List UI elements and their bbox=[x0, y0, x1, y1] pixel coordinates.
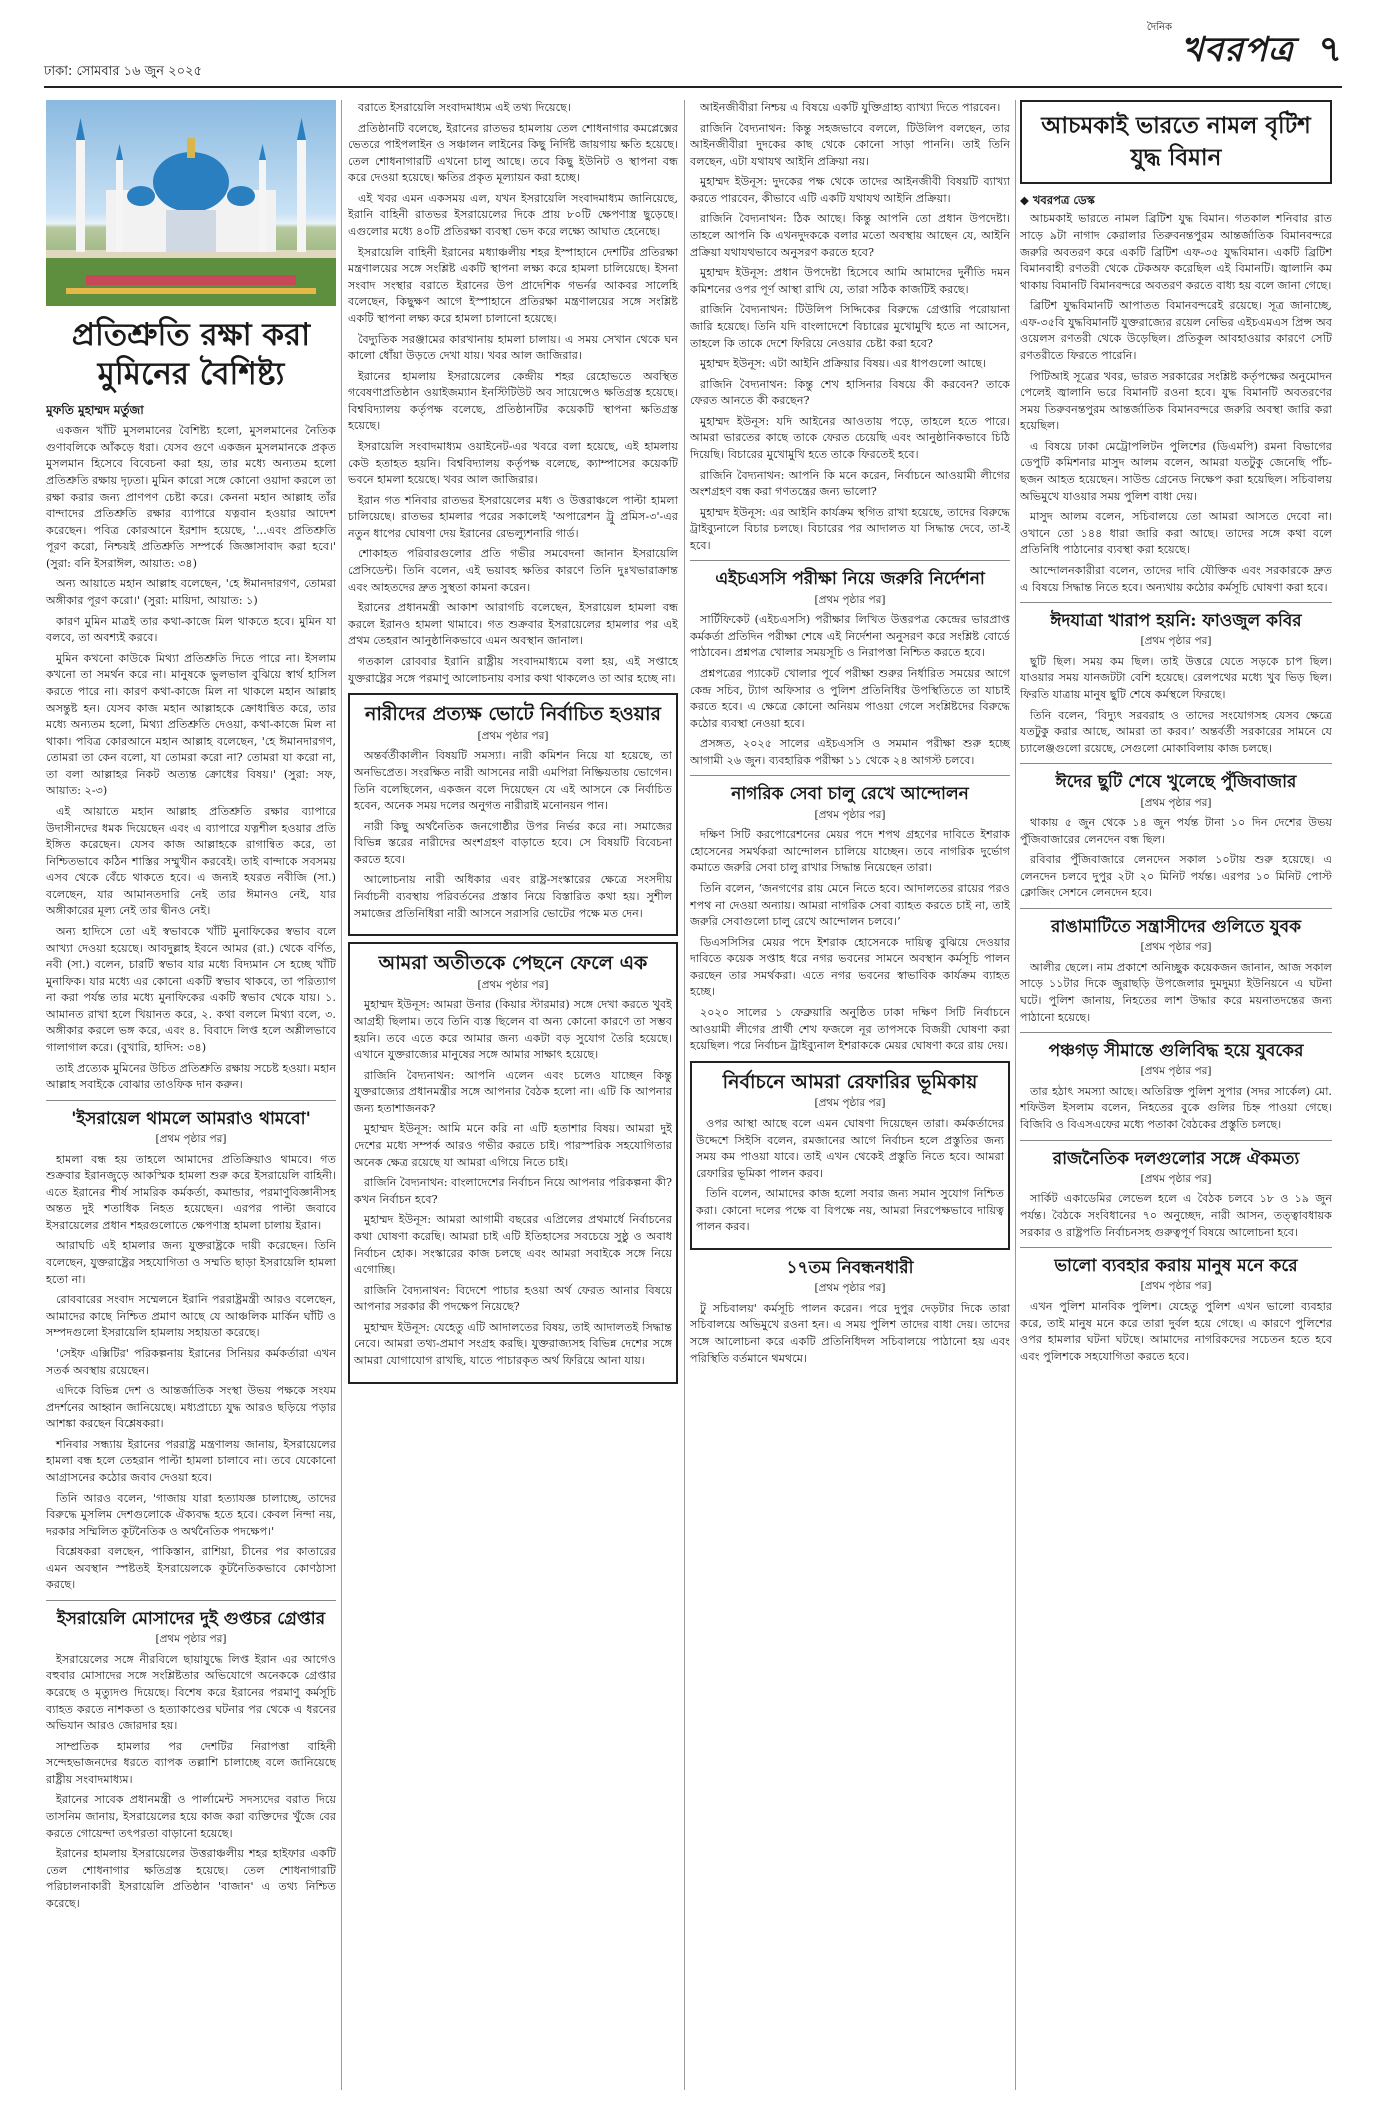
story-headline: ঈদযাত্রা খারাপ হয়নি: ফাওজুল কবির bbox=[1050, 611, 1302, 632]
paragraph: এদিকে বিভিন্ন দেশ ও আন্তর্জাতিক সংস্থা উভয় পক্ষকে সংযম প্রদর্শনের আহ্বান জানিয়েছে। মধ্যপ্রাচ্যে যুদ্ধ আরও ছড়িয়ে পড়ার আশঙ্কা করছেন বিশ্লেষকরা। bbox=[46, 1384, 336, 1431]
article-body bbox=[1020, 815, 1332, 902]
masthead-logo: খবরপত্র bbox=[1180, 30, 1294, 70]
paragraph: আরাঘচি এই হামলার জন্য যুক্তরাষ্ট্রকে দায়ী করেছেন। তিনি বলেছেন, যুক্তরাষ্ট্রের সহযোগিতা ও সম্মতি ছাড়া ইসরায়েলি হামলা হতো না। bbox=[46, 1239, 336, 1286]
paragraph: মাসুদ আলম বলেন, সচিবালয়ে তো আমরা আসতে দেবো না। ওখানে তো ১৪৪ ধারা জারি করা আছে। তাদের সঙ্গে কথা বলে প্রতিনিধি পাঠানোর ব্যবস্থা করা হয়েছে। bbox=[1020, 510, 1332, 557]
paragraph: ইরান গত শনিবার রাতভর ইসরায়েলের মধ্য ও উত্তরাঞ্চলে পাল্টা হামলা চালিয়েছে। রাতভর হামলার পরের সকালেই 'অপারেশন ট্রু প্রমিস-৩'-এর নতুন ধাপের ঘোষণা দেয় ইরানের রেভল্যুশনারি গার্ড। bbox=[348, 493, 678, 540]
story-headline: ঈদের ছুটি শেষে খুলেছে পুঁজিবাজার bbox=[1055, 772, 1297, 793]
paragraph: শোকাহত পরিবারগুলোর প্রতি গভীর সমবেদনা জানান ইসরায়েলি প্রেসিডেন্ট। তিনি বলেন, এই ভয়াবহ ক্ষতির কারণে তিনি দুঃখভারাক্রান্ত এবং আহতদের দ্রুত সুস্থতা কামনা করেন। bbox=[348, 547, 678, 594]
paragraph: মুহাম্মদ ইউনূস: প্রধান উপদেষ্টা হিসেবে আমি আমাদের দুর্নীতি দমন কমিশনের ওপর পূর্ণ আস্থা রাখি যে, তারা সঠিক কাজটিই করছে। bbox=[690, 266, 1010, 296]
continued-label: [প্রথম পৃষ্ঠার পর] bbox=[814, 1282, 886, 1295]
paragraph: মুমিন কখনো কাউকে মিথ্যা প্রতিশ্রুতি দিতে পারে না। ইসলাম কখনো তা সমর্থন করে না। মানুষকে ভুলভাল বুঝিয়ে স্বার্থ হাসিল করতে পারে না। কারণ কথা-কাজে মিল না থাকলে মহান আল্লাহ অসন্তুষ্ট হন। যেসব কাজ মহান আল্লাহকে ক্রোধান্বিত করে, তার মধ্যে অন্যতম হলো, মিথ্যা প্রতিশ্রুতি দেওয়া, কথা-কাজে মিল না থাকা। পবিত্র কোরআনে মহান আল্লাহ বলেছেন, 'হে ঈমানদারগণ, তোমরা তা কেন বলো, যা তোমরা করো না? তোমরা যা করো না, তা বলা আল্লাহর নিকট অত্যন্ত ক্রোধের বিষয়।' (সুরা: সফ, আয়াত: ২-৩) bbox=[46, 651, 336, 798]
paragraph: অন্য হাদিসে তো এই স্বভাবকে খাঁটি মুনাফিকের স্বভাব বলে আখ্যা দেওয়া হয়েছে। আবদুল্লাহ ইবনে আমর (রা.) থেকে বর্ণিত, নবী (সা.) বলেন, চারটি স্বভাব যার মধ্যে বিদ্যমান সে হচ্ছে খাঁটি মুনাফিক। যার মধ্যে এর কোনো একটি স্বভাব থাকবে, তা পরিত্যাগ না করা পর্যন্ত তার মধ্যে মুনাফিকের একটি স্বভাব থেকে যায়। ১. আমানত রাখা হলে খিয়ানত করে, ২. কথা বললে মিথ্যা বলে, ৩. অঙ্গীকার করলে ভঙ্গ করে, এবং ৪. বিবাদে লিপ্ত হলে অশ্লীলভাবে গালাগাল করে। (বুখারি, হাদিস: ৩৪) bbox=[46, 925, 336, 1055]
story-headline: 'ইসরায়েল থামলে আমরাও থামবো' bbox=[71, 1108, 311, 1129]
paragraph: তিনি বলেন, আমাদের কাজ হলো সবার জন্য সমান সুযোগ নিশ্চিত করা। কোনো দলের পক্ষে বা বিপক্ষে নয়, আমরা নিরপেক্ষভাবে দায়িত্ব পালন করব। bbox=[696, 1187, 1004, 1234]
column-4 bbox=[1020, 100, 1332, 2090]
article-body bbox=[1020, 211, 1332, 596]
paragraph: ইসরায়েলি বাহিনী ইরানের মধ্যাঞ্চলীয় শহর ইস্পাহানে দেশটির প্রতিরক্ষা মন্ত্রণালয়ের সঙ্গে সংশ্লিষ্ট একটি স্থাপনা লক্ষ্য করে হামলা চালিয়েছে। ইসনা সংবাদ সংস্থার বরাতে ইরানের উপ প্রাদেশিক গভর্নর আকবর সালেহি বলেছেন, কিছুক্ষণ আগে ইস্পাহানে প্রতিরক্ষা মন্ত্রণালয়ের সঙ্গে সংশ্লিষ্ট একটি স্থাপনা লক্ষ্য করে হামলা চালানো হয়েছে। bbox=[348, 245, 678, 325]
paragraph: রাজিনি বৈদ্যনাথন: বাংলাদেশের নির্বাচন নিয়ে আপনার পরিকল্পনা কী? কখন নির্বাচন হবে? bbox=[354, 1176, 672, 1206]
story-headline: ১৭তম নিবন্ধনধারী bbox=[786, 1258, 914, 1279]
paragraph: মুহাম্মদ ইউনূস: যেহেতু এটি আদালতের বিষয়, তাই আদালতই সিদ্ধান্ত নেবে। আমরা তথ্য-প্রমাণ সংগ্রহ করছি। যুক্তরাজ্যসহ বিভিন্ন দেশের সঙ্গে আমরা যোগাযোগ রাখছি, যাতে পাচারকৃত অর্থ ফিরিয়ে আনা যায়। bbox=[354, 1320, 672, 1367]
page-header bbox=[44, 8, 1342, 98]
paragraph: টু সচিবালয়' কর্মসূচি পালন করেন। পরে দুপুর দেড়টার দিকে তারা সচিবালয়ে অভিমুখে রওনা হন। এ সময় পুলিশ তাদের বাধা দেয়। তাদের সঙ্গে আলোচনা করে একটি প্রতিনিধিদল সচিবালয়ে পাঠানো হয় এবং পরিস্থিতি বর্তমানে থমথমে। bbox=[690, 1301, 1010, 1365]
paragraph: কারণ মুমিন মাত্রই তার কথা-কাজে মিল থাকতে হবে। মুমিন যা বলবে, তা অবশ্যই করবে। bbox=[46, 614, 336, 645]
paragraph: আলীর ছেলে। নাম প্রকাশে অনিচ্ছুক কয়েকজন জানান, আজ সকাল সাড়ে ১১টার দিকে জুরাছড়ি উপজেলার দুমদুম্যা ইউনিয়নে এ ঘটনা ঘটে। পুলিশ জানায়, নিহতের লাশ উদ্ধার করে ময়নাতদন্তের জন্য পাঠানো হয়েছে। bbox=[1020, 960, 1332, 1024]
article-body bbox=[690, 612, 1010, 769]
column-divider bbox=[1015, 100, 1016, 2090]
paragraph: মুহাম্মদ ইউনূস: আমি মনে করি না এটি হতাশার বিষয়। আমরা দুই দেশের মধ্যে সম্পর্ক আরও গভীর করতে চাই। পারস্পরিক সহযোগিতার অনেক ক্ষেত্র রয়েছে যা আমরা এগিয়ে নিতে চাই। bbox=[354, 1122, 672, 1169]
story-headline: রাজনৈতিক দলগুলোর সঙ্গে ঐকমত্য bbox=[1052, 1148, 1300, 1169]
story-divider bbox=[690, 560, 1010, 561]
continued-label: [প্রথম পৃষ্ঠার পর] bbox=[814, 593, 886, 606]
paragraph: মুহাম্মদ ইউনূস: যদি আইনের আওতায় পড়ে, তাহলে হতে পারে। আমরা ভারতের কাছে তাকে ফেরত চেয়েছি এবং আনুষ্ঠানিকভাবে চিঠি দিয়েছি। বিচারের মুখোমুখি হতে তাকে ফিরতেই হবে। bbox=[690, 414, 1010, 461]
story-divider bbox=[1020, 602, 1332, 603]
paragraph: ইরানের সাবেক প্রধানমন্ত্রী ও পার্লামেন্ট সদস্যদের বরাত দিয়ে তাসনিম জানায়, ইসরায়েলের হয়ে কাজ করা ব্যক্তিদের খুঁজে বের করতে গোয়েন্দা তৎপরতা বাড়ানো হয়েছে। bbox=[46, 1793, 336, 1840]
story-headline: ইসরায়েলি মোসাদের দুই গুপ্তচর গ্রেপ্তার bbox=[56, 1609, 326, 1630]
continued-label: [প্রথম পৃষ্ঠার পর] bbox=[1140, 1172, 1212, 1185]
paragraph: ইরানের হামলায় ইসরায়েলের উত্তরাঞ্চলীয় শহর হাইফার একটি তেল শোধনাগার ক্ষতিগ্রস্ত হয়েছে। তেল শোধনাগারটি পরিচালনাকারী ইসরায়েলি প্রতিষ্ঠান 'বাজান' এ তথ্য নিশ্চিত করেছে। bbox=[46, 1847, 336, 1910]
paragraph: দক্ষিণ সিটি করপোরেশনের মেয়র পদে শপথ গ্রহণের দাবিতে ইশরাক হোসেনের সমর্থকরা আন্দোলন চালিয়ে যাচ্ছেন। তবে নাগরিক দুর্ভোগ কমাতে জরুরি সেবা চালু রাখার সিদ্ধান্ত নিয়েছেন তারা। bbox=[690, 828, 1010, 875]
continued-label: [প্রথম পৃষ্ঠার পর] bbox=[1140, 796, 1212, 809]
paragraph: ইরানের প্রধানমন্ত্রী আকাশ আরাগচি বলেছেন, ইসরায়েল হামলা বন্ধ করলে ইরানও হামলা থামাবে। গত শুক্রবার ইসরায়েলের হামলার পর এই প্রথম তেহরান আনুষ্ঠানিকভাবে এমন অবস্থান জানাল। bbox=[348, 601, 678, 648]
issue-date: ঢাকা: সোমবার ১৬ জুন ২০২৫ bbox=[44, 64, 202, 79]
article-body bbox=[354, 997, 672, 1369]
article-body bbox=[348, 100, 678, 687]
paragraph: হামলা বন্ধ হয় তাহলে আমাদের প্রতিক্রিয়াও থামবে। গত শুক্রবার ইরানজুড়ে আকস্মিক হামলা শুরু করে ইসরায়েলি বাহিনী। এতে ইরানের শীর্ষ সামরিক কর্মকর্তা, কমান্ডার, পরমাণুবিজ্ঞানীসহ অন্তত দুই শতাধিক নিহত হয়েছেন। এরপর পাল্টা জবাবে ইসরায়েলের প্রধান শহরগুলোতে ক্ষেপণাস্ত্র হামলা চালায় ইরান। bbox=[46, 1152, 336, 1232]
mosque-illustration bbox=[46, 100, 336, 306]
paragraph: ওপর আস্থা আছে বলে এমন ঘোষণা দিয়েছেন তারা। কর্মকর্তাদের উদ্দেশে সিইসি বলেন, রমজানের আগে নির্বাচন হলে প্রস্তুতির জন্য সময় কম পাওয়া যাবে। তাই এখন থেকেই প্রস্তুতি নিতে হবে। আমরা রেফারির ভূমিকা পালন করব। bbox=[696, 1117, 1004, 1180]
paragraph: এই আয়াতে মহান আল্লাহ প্রতিশ্রুতি রক্ষার ব্যাপারে উদাসীনদের ধমক দিয়েছেন এবং এ ব্যাপারে যত্নশীল হওয়ার প্রতি ইঙ্গিত করেছেন। যেসব কাজ আল্লাহকে রাগান্বিত করে, তা নিশ্চিতভাবে কঠিন শাস্তির সম্মুখীন করবেই। তাই বান্দাকে সবসময় এসব থেকে বেঁচে থাকতে হবে। এ জন্যই হযরত নবীজি (সা.) বলেছেন, যার আমানতদারি নেই তার ঈমানও নেই, যার অঙ্গীকারের মূল্য নেই তার দ্বীনও নেই। bbox=[46, 804, 336, 918]
paragraph: আলোচনায় নারী অধিকার এবং রাষ্ট্র-সংস্কারের ক্ষেত্রে সংসদীয় নির্বাচনী ব্যবস্থায় পরিবর্তনের প্রস্তাব নিয়ে বিস্তারিত কথা হয়। সুশীল সমাজের প্রতিনিধিরা নারী আসনে সরাসরি ভোটের পক্ষে মত দেন। bbox=[354, 873, 672, 920]
article-body bbox=[696, 1116, 1004, 1236]
paragraph: রাজিনি বৈদ্যনাথন: কিন্তু শেখ হাসিনার বিষয়ে কী করবেন? তাকে ফেরত আনতে কী করছেন? bbox=[690, 377, 1010, 408]
story-headline: এইচএসসি পরীক্ষা নিয়ে জরুরি নির্দেশনা bbox=[715, 569, 985, 590]
story-divider bbox=[1020, 908, 1332, 909]
paragraph: ডিএসসিসির মেয়র পদে ইশরাক হোসেনকে দায়িত্ব বুঝিয়ে দেওয়ার দাবিতে কয়েক সপ্তাহ ধরে নগর ভবনের সামনে অবস্থান কর্মসূচি পালন করছেন তার সমর্থকরা। এতে নগর ভবনের স্বাভাবিক কার্যক্রম ব্যাহত হচ্ছে। bbox=[690, 935, 1010, 999]
continued-label: [প্রথম পৃষ্ঠার পর] bbox=[477, 978, 549, 991]
article-body bbox=[690, 1301, 1010, 1367]
paragraph: পিটিআই সূত্রের খবর, ভারত সরকারের সংশ্লিষ্ট কর্তৃপক্ষের অনুমোদন পেলেই জ্বালানি ভরে বিমানটি রওনা হবে। যুদ্ধ বিমানটি অবতরণের সময় তিরুবনন্তপুরম আন্তর্জাতিক বিমানবন্দরে জরুরি অবস্থা জারি করা হয়েছিল। bbox=[1020, 369, 1332, 433]
paragraph: ছুটি ছিল। সময় কম ছিল। তাই উত্তরে যেতে সড়কে চাপ ছিল। যাওয়ার সময় যানজটটা বেশি হয়েছে। রেলপথের মধ্যে খুব ভিড় ছিল। ফিরতি যাত্রায় মানুষ ছুটি শেষে কর্মস্থলে ফিরছে। bbox=[1020, 654, 1332, 702]
continued-label: [প্রথম পৃষ্ঠার পর] bbox=[1140, 635, 1212, 648]
paragraph: ২০২০ সালের ১ ফেব্রুয়ারি অনুষ্ঠিত ঢাকা দক্ষিণ সিটি নির্বাচনে আওয়ামী লীগের প্রার্থী শেখ ফজলে নূর তাপসকে বিজয়ী ঘোষণা করা হয়েছিল। পরে নির্বাচন ট্রাইব্যুনাল ইশরাককে মেয়র ঘোষণা করে রায় দেয়। bbox=[690, 1006, 1010, 1053]
paragraph: আচমকাই ভারতে নামল ব্রিটিশ যুদ্ধ বিমান। গতকাল শনিবার রাত সাড়ে ৯টা নাগাদ কেরালার তিরুবনন্তপুরম আন্তর্জাতিক বিমানবন্দরে জরুরি অবতরণ করে একটি ব্রিটিশ এফ-৩৫ যুদ্ধবিমান। একটি ব্রিটিশ বিমানবাহী রণতরী থেকে টেকঅফ করেছিল এই বিমানটি। জ্বালানি কম থাকায় বিমানটি বিমানবন্দরে অবতরণ করতে বাধ্য হয় বলে জানা গেছে। bbox=[1020, 212, 1332, 292]
paragraph: তাই প্রত্যেক মুমিনের উচিত প্রতিশ্রুতি রক্ষায় সচেষ্ট হওয়া। মহান আল্লাহ সবাইকে বোঝার তাওফিক দান করুন। bbox=[46, 1061, 336, 1092]
column-3 bbox=[690, 100, 1010, 2090]
paragraph: সার্কিট একাডেমির লেভেল হলে এ বৈঠক চলবে ১৮ ও ১৯ জুন পর্যন্ত। বৈঠকে সংবিধানের ৭০ অনুচ্ছেদ, নারী আসন, তত্ত্বাবধায়ক সরকার ও রাষ্ট্রপতি নির্বাচনসহ গুরুত্বপূর্ণ বিষয়ে আলোচনা হবে। bbox=[1020, 1192, 1332, 1239]
story-headline: নাগরিক সেবা চালু রেখে আন্দোলন bbox=[731, 784, 969, 805]
lead-headline: আচমকাই ভারতে নামল বৃটিশ যুদ্ধ বিমান bbox=[1020, 100, 1332, 184]
story-headline: আমরা অতীতকে পেছনে ফেলে এক bbox=[378, 952, 648, 975]
paragraph: ইসরায়েলের সঙ্গে নীরবিলে ছায়াযুদ্ধে লিপ্ত ইরান এর আগেও বহুবার মোসাদের সঙ্গে সংশ্লিষ্টতার অভিযোগে অনেককে গ্রেপ্তার করেছে ও মৃত্যুদণ্ড দিয়েছে। বিশেষ করে ইরানের পরমাণু কর্মসূচি ব্যাহত করতে নাশকতা ও হত্যাকাণ্ডের ঘটনার পর থেকে এ ধরনের অভিযান আরও জোরদার হয়। bbox=[46, 1652, 336, 1733]
article-body bbox=[46, 1152, 336, 1594]
column-1 bbox=[46, 100, 336, 2090]
paragraph: তিনি আরও বলেন, 'গাজায় যারা হত্যাযজ্ঞ চালাচ্ছে, তাদের বিরুদ্ধে মুসলিম দেশগুলোকে ঐক্যবদ্ধ হতে হবে। কেবল নিন্দা নয়, দরকার সম্মিলিত কূটনৈতিক ও অর্থনৈতিক পদক্ষেপ।' bbox=[46, 1491, 336, 1538]
article-body bbox=[1020, 1299, 1332, 1365]
paragraph: এ বিষয়ে ঢাকা মেট্রোপলিটন পুলিশের (ডিএমপি) রমনা বিভাগের ডেপুটি কমিশনার মাসুদ আলম বলেন, আমরা যতটুকু জেনেছি পাঁচ-ছজন আহত হয়েছেন। সাউন্ড গ্রেনেড নিক্ষেপ করা হয়েছিল। সচিবালয় অভিমুখে যাওয়ার সময় পুলিশ বাধা দেয়। bbox=[1020, 439, 1332, 503]
story-divider bbox=[46, 1600, 336, 1601]
paragraph: রাজিনি বৈদ্যনাথন: আপনি কি মনে করেন, নির্বাচনে আওয়ামী লীগের অংশগ্রহণ বন্ধ করা গণতন্ত্রের জন্য ভালো? bbox=[690, 468, 1010, 499]
continued-label: [প্রথম পৃষ্ঠার পর] bbox=[1140, 1280, 1212, 1293]
paragraph: রোববারের সংবাদ সম্মেলনে ইরানি পররাষ্ট্রমন্ত্রী আরও বলেছেন, আমাদের কাছে নিশ্চিত প্রমাণ আছে যে আঞ্চলিক মার্কিন ঘাঁটি ও সম্পদগুলো ইসরায়েলি হামলায় সহায়তা করেছে। bbox=[46, 1293, 336, 1340]
paragraph: মুহাম্মদ ইউনূস: এটা আইনি প্রক্রিয়ার বিষয়। এর ধাপগুলো আছে। bbox=[700, 357, 987, 371]
story-divider bbox=[1020, 1247, 1332, 1248]
article-body bbox=[1020, 1191, 1332, 1241]
paragraph: 'সেইফ এক্সিটির' পরিকল্পনায় ইরানের সিনিয়র কর্মকর্তারা এখন সতর্ক অবস্থায় রয়েছেন। bbox=[46, 1346, 336, 1377]
paragraph: বৈদ্যুতিক সরঞ্জামের কারখানায় হামলা চালায়। এ সময় সেখান থেকে ঘন কালো ধোঁয়া উড়তে দেখা যায়। খবর আল জাজিরার। bbox=[348, 332, 678, 363]
byline: মুফতি মুহাম্মদ মর্তুজা bbox=[46, 402, 144, 417]
masthead-prefix: দৈনিক bbox=[1146, 22, 1172, 33]
article-body bbox=[1020, 1084, 1332, 1134]
article-body bbox=[690, 827, 1010, 1055]
mosque-photo bbox=[46, 100, 336, 306]
paragraph: মুহাম্মদ ইউনূস: আমরা উনার (কিয়ার স্টারমার) সঙ্গে দেখা করতে খুবই আগ্রহী ছিলাম। তবে তিনি ব্যস্ত ছিলেন বা অন্য কোনো কারণে তা সম্ভব হয়নি। তবে এতে করে আমার জন্য একটা বড় সুযোগ তৈরি হয়েছে। এখানে যুক্তরাজ্যের মানুষের সঙ্গে আমার সাক্ষাৎ হয়েছে। bbox=[354, 998, 672, 1062]
paragraph: মুহাম্মদ ইউনূস: আমরা আগামী বছরের এপ্রিলের প্রথমার্ধে নির্বাচনের কথা ঘোষণা করেছি। আমরা চাই এটি ইতিহাসের সবচেয়ে সুষ্ঠু ও অবাধ নির্বাচন হোক। সংস্কারের কাজ চলছে এবং আমরা সবাইকে সঙ্গে নিয়ে এগোচ্ছি। bbox=[354, 1213, 672, 1277]
paragraph: তিনি বলেন, ‘জনগণের রায় মেনে নিতে হবে। আদালতের রায়ের পরও শপথ না দেওয়া অন্যায়। আমরা নাগরিক সেবা ব্যাহত করতে চাই না, তাই জরুরি সেবাগুলো চালু রেখে আন্দোলন চলবে।’ bbox=[690, 881, 1010, 929]
paragraph: আইনজীবীরা নিশ্চয় এ বিষয়ে একটি যুক্তিগ্রাহ্য ব্যাখ্যা দিতে পারবেন। bbox=[700, 101, 1001, 114]
paragraph: প্রশ্নপত্রের প্যাকেট খোলার পূর্বে পরীক্ষা শুরুর নির্ধারিত সময়ের আগে কেন্দ্র সচিব, ট্যাগ অফিসার ও পুলিশ প্রতিনিধির উপস্থিতিতে তা যাচাই করতে হবে। এ ক্ষেত্রে কোনো অনিয়ম পাওয়া গেলে সংশ্লিষ্টদের বিরুদ্ধে কঠোর ব্যবস্থা নেওয়া হবে। bbox=[690, 666, 1010, 730]
story-box bbox=[348, 942, 678, 1383]
continued-label: [প্রথম পৃষ্ঠার পর] bbox=[1140, 941, 1212, 954]
story-divider bbox=[1020, 763, 1332, 764]
paragraph: গতকাল রোববার ইরানি রাষ্ট্রীয় সংবাদমাধ্যমে বলা হয়, এই সপ্তাহে যুক্তরাষ্ট্রের সঙ্গে পরমাণু আলোচনায় বসার কথা থাকলেও তা আর হচ্ছে না। bbox=[348, 654, 678, 685]
header-rule bbox=[44, 86, 1342, 88]
paragraph: এখন পুলিশ মানবিক পুলিশ। যেহেতু পুলিশ এখন ভালো ব্যবহার করে, তাই মানুষ মনে করে তারা দুর্বল হয়ে গেছে। এ কারণে পুলিশের ওপর হামলার ঘটনা ঘটছে। আমাদের নাগরিকদের সচেতন হতে হবে এবং পুলিশকে সহযোগিতা করতে হবে। bbox=[1020, 1299, 1332, 1363]
paragraph: রাজিনি বৈদ্যনাথন: আপনি এলেন এবং চলেও যাচ্ছেন কিন্তু যুক্তরাজ্যের প্রধানমন্ত্রীর সঙ্গে আপনার বৈঠক হলো না। এটি কি আপনার জন্য হতাশাজনক? bbox=[354, 1068, 672, 1115]
paragraph: অন্তর্বর্তীকালীন বিষয়টি সমস্যা। নারী কমিশন নিয়ে যা হয়েছে, তা অনভিপ্রেত। সংরক্ষিত নারী আসনের নারী এমপিরা নিষ্ক্রিয়তায় ভোগেন। তিনি বলেছিলেন, একজন বলে দিয়েছেন যে এই আসনে কে নির্বাচিত হবেন, অনেক সময় দলের অনুগত নারীরাই মনোনয়ন পান। bbox=[354, 749, 672, 813]
paragraph: রাজিনি বৈদ্যনাথন: ঠিক আছে। কিন্তু আপনি তো প্রধান উপদেষ্টা। তাহলে আপনি কি এখনদুদককে বলার মতো অবস্থায় আছেন যে, আইনি প্রক্রিয়া যথাযথভাবে অনুসরণ করতে হবে? bbox=[690, 212, 1010, 259]
article-body bbox=[1020, 654, 1332, 757]
continued-label: [প্রথম পৃষ্ঠার পর] bbox=[477, 729, 549, 742]
continued-label: [প্রথম পৃষ্ঠার পর] bbox=[155, 1133, 227, 1146]
paragraph: তিনি বলেন, ‘বিদ্যুৎ সরবরাহ ও তাদের সংযোগসহ যেসব ক্ষেত্রে যতটুকু করার আছে, আমরা তা করব।’ অন্তর্বর্তী সরকারের সামনে যে চ্যালেঞ্জগুলো রয়েছে, সেগুলো মোকাবিলায় কাজ চলছে। bbox=[1020, 708, 1332, 755]
paragraph: প্রতিষ্ঠানটি বলেছে, ইরানের রাতভর হামলায় তেল শোধনাগার কমপ্লেক্সের ভেতরে পাইপলাইন ও সঞ্চালন লাইনের কিছু নির্দিষ্ট জায়গায় ক্ষতি হয়েছে। তেল শোধনাগারটি এখনো চালু আছে। তবে কিছু ইউনিট ও স্থাপনা বন্ধ করে দেওয়া হয়েছে। ক্ষতির প্রকৃত মূল্যায়ন করা হচ্ছে। bbox=[348, 121, 678, 185]
continued-label: [প্রথম পৃষ্ঠার পর] bbox=[814, 1097, 886, 1110]
paragraph: মুহাম্মদ ইউনূস: এর আইনি কার্যক্রম স্থগিত রাখা হয়েছে, তাদের বিরুদ্ধে ট্রাইব্যুনালে বিচার চলছে। বিচারের পর আদালত যা সিদ্ধান্ত দেবে, তা-ই হবে। bbox=[690, 505, 1010, 552]
column-2 bbox=[348, 100, 678, 2090]
paragraph: একজন খাঁটি মুসলমানের বৈশিষ্ট্য হলো, মুসলমানের নৈতিক গুণাবলিকে আঁকড়ে ধরা। যেসব গুণে একজন মুসলমানকে প্রকৃত মুসলমান হিসেবে বিবেচনা করা হয়, তার মধ্যে অন্যতম হলো প্রতিশ্রুতি রক্ষায় দৃঢ়তা। মুমিন কারো সঙ্গে কোনো ওয়াদা করলে তা রক্ষা করার জন্য প্রাণপণ চেষ্টা করে। কেননা মহান আল্লাহ তাঁর বান্দাদের প্রতিশ্রুতি রক্ষার ব্যাপারে যত্নবান হওয়ার আদেশ করেছেন। পবিত্র কোরআনে ইরশাদ হয়েছে, '...এবং প্রতিশ্রুতি পূরণ করো, নিশ্চয়ই প্রতিশ্রুতি সম্পর্কে জিজ্ঞাসাবাদ করা হবে।' (সুরা: বনি ইসরাঈল, আয়াত: ৩৪) bbox=[46, 424, 336, 570]
story-divider bbox=[1020, 1032, 1332, 1033]
story-divider bbox=[690, 775, 1010, 776]
story-headline: নির্বাচনে আমরা রেফারির ভূমিকায় bbox=[722, 1070, 978, 1093]
continued-label: [প্রথম পৃষ্ঠার পর] bbox=[814, 808, 886, 821]
continued-label: [প্রথম পৃষ্ঠার পর] bbox=[1140, 1065, 1212, 1078]
paragraph: নারী কিছু অর্থনৈতিক জনগোষ্ঠীর উপর নির্ভর করে না। সমাজের বিভিন্ন স্তরের নারীদের অংশগ্রহণ বাড়াতে হবে। সে বিষয়টি বিবেচনা করতে হবে। bbox=[354, 819, 672, 866]
paragraph: বিশ্লেষকরা বলছেন, পাকিস্তান, রাশিয়া, চীনের পর কাতারের এমন অবস্থান স্পষ্টতই ইসরায়েলকে কূটনৈতিকভাবে কোণঠাসা করছে। bbox=[46, 1545, 336, 1592]
story-headline: রাঙামাটিতে সন্ত্রাসীদের গুলিতে যুবক bbox=[1050, 917, 1302, 938]
paragraph: ইরানের হামলায় ইসরায়েলের কেন্দ্রীয় শহর রেহোভতে অবস্থিত গবেষণাপ্রতিষ্ঠান ওয়াইজম্যান ইনস্টিটিউট অব সায়েন্সেও ক্ষতিগ্রস্ত হয়েছে। বিশ্ববিদ্যালয় কর্তৃপক্ষ বলেছে, প্রতিষ্ঠানটির কয়েকটি স্থাপনা ক্ষতিগ্রস্ত হয়েছে। bbox=[348, 369, 678, 433]
continued-label: [প্রথম পৃষ্ঠার পর] bbox=[155, 1633, 227, 1646]
paragraph: অন্য আয়াতে মহান আল্লাহ বলেছেন, 'হে ঈমানদারগণ, তোমরা অঙ্গীকার পূরণ করো।' (সুরা: মায়িদা, আয়াত: ১) bbox=[46, 577, 336, 608]
desk-credit: ◆ খবরপত্র ডেস্ক bbox=[1020, 192, 1332, 209]
story-headline: নারীদের প্রত্যক্ষ ভোটে নির্বাচিত হওয়ার bbox=[365, 703, 661, 726]
story-headline: ভালো ব্যবহার করায় মানুষ মনে করে bbox=[1054, 1256, 1298, 1277]
story-box bbox=[348, 693, 678, 936]
paragraph: মুহাম্মদ ইউনূস: দুদকের পক্ষ থেকে তাদের আইনজীবী বিষয়টি ব্যাখ্যা করতে পারবেন, কীভাবে এটি একটি যথাযথ আইনি প্রক্রিয়া। bbox=[690, 175, 1010, 205]
story-divider bbox=[1020, 1140, 1332, 1141]
paragraph: সার্টিফিকেট (এইচএসসি) পরীক্ষার লিখিত উত্তরপত্র কেন্দ্রের ভারপ্রাপ্ত কর্মকর্তা প্রতিদিন পরীক্ষা শেষে এই নির্দেশনা অনুসরণ করে সংশ্লিষ্ট বোর্ডে পাঠাবেন। প্রশ্নপত্র খোলার সময়সূচি ও নিরাপত্তা নিশ্চিত করতে হবে। bbox=[690, 613, 1010, 660]
paragraph: রাজিনি বৈদ্যনাথন: টিউলিপ সিদ্দিকের বিরুদ্ধে গ্রেপ্তারি পরোয়ানা জারি হয়েছে। তিনি যদি বাংলাদেশে বিচারের মুখোমুখি হতে না আসেন, তাহলে কি তাকে দেশে ফিরিয়ে নেওয়ার চেষ্টা করা হবে? bbox=[690, 303, 1010, 350]
article-body bbox=[354, 748, 672, 922]
column-divider bbox=[341, 100, 342, 2090]
article-body bbox=[46, 423, 336, 1094]
story-divider bbox=[46, 1100, 336, 1101]
paragraph: তার হঠাৎ সমস্যা আছে। অতিরিক্ত পুলিশ সুপার (সদর সার্কেল) মো. শফিউল ইসলাম বলেন, নিহতের বুকে গুলির চিহ্ন পাওয়া গেছে। বিজিবি ও বিএসএফের মধ্যে পতাকা বৈঠকের প্রস্তুতি চলছে। bbox=[1020, 1084, 1332, 1132]
paragraph: সাম্প্রতিক হামলার পর দেশটির নিরাপত্তা বাহিনী সন্দেহভাজনদের ধরতে ব্যাপক তল্লাশি চালাচ্ছে বলে জানিয়েছে রাষ্ট্রীয় সংবাদমাধ্যম। bbox=[46, 1739, 336, 1786]
article-body bbox=[46, 1652, 336, 1913]
paragraph: রবিবার পুঁজিবাজারে লেনদেন সকাল ১০টায় শুরু হয়েছে। এ লেনদেন চলবে দুপুর ২টা ২০ মিনিট পর্যন্ত। এরপর ১০ মিনিট পোস্ট ক্লোজিং সেশনে লেনদেন হবে। bbox=[1020, 853, 1332, 900]
paragraph: আন্দোলনকারীরা বলেন, তাদের দাবি যৌক্তিক এবং সরকারকে দ্রুত এ বিষয়ে সিদ্ধান্ত নিতে হবে। অন্যথায় কঠোর কর্মসূচি ঘোষণা করা হবে। bbox=[1020, 563, 1332, 594]
article-body bbox=[690, 100, 1010, 554]
paragraph: ব্রিটিশ যুদ্ধবিমানটি আপাতত বিমানবন্দরেই রয়েছে। সূত্র জানাচ্ছে, এফ-৩৫বি যুদ্ধবিমানটি যুক্তরাজ্যের রয়েল নেভির এইচএমএস প্রিন্স অব ওয়েলস রণতরী থেকে উড়েছিল। প্রতিকূল আবহাওয়ার কারণে সেটি রণতরীতে ফিরতে পারেনি। bbox=[1020, 299, 1332, 363]
paragraph: রাজিনি বৈদ্যনাথন: বিদেশে পাচার হওয়া অর্থ ফেরত আনার বিষয়ে আপনার সরকার কী পদক্ষেপ নিয়েছে? bbox=[354, 1283, 672, 1314]
paragraph: থাকায় ৫ জুন থেকে ১৪ জুন পর্যন্ত টানা ১০ দিন দেশের উভয় পুঁজিবাজারের লেনদেন বন্ধ ছিল। bbox=[1020, 816, 1332, 846]
article-body bbox=[1020, 960, 1332, 1026]
page-number: ৭ bbox=[1318, 29, 1342, 70]
column-divider bbox=[684, 100, 685, 2090]
paragraph: রাজিনি বৈদ্যনাথন: কিন্তু সহজভাবে বললে, টিউলিপ বলছেন, তার আইনজীবীরা দুদকের কাছ থেকে কোনো সাড়া পাননি। তাই তিনি বলছেন, এটা যথাযথ আইনি প্রক্রিয়া নয়। bbox=[690, 121, 1010, 168]
paragraph: শনিবার সন্ধ্যায় ইরানের পররাষ্ট্র মন্ত্রণালয় জানায়, ইসরায়েলের হামলা বন্ধ হলে তেহরান পাল্টা হামলা চালাবে না। তবে যেকোনো আগ্রাসনের কঠোর জবাব দেওয়া হবে। bbox=[46, 1437, 336, 1484]
paragraph: প্রসঙ্গত, ২০২৫ সালের এইচএসসি ও সমমান পরীক্ষা শুরু হচ্ছে আগামী ২৬ জুন। ব্যবহারিক পরীক্ষা ১১ থেকে ২৪ আগস্ট চলবে। bbox=[690, 737, 1010, 767]
paragraph: বরাতে ইসরায়েলি সংবাদমাধ্যম এই তথ্য দিয়েছে। bbox=[358, 101, 571, 114]
paragraph: এই খবর এমন একসময় এল, যখন ইসরায়েলি সংবাদমাধ্যম জানিয়েছে, ইরানি বাহিনী রাতভর ইসরায়েলের দিকে প্রায় ৮০টি ক্ষেপণাস্ত্র ছুড়েছে। এগুলোর মধ্যে ৪০টি প্রতিরক্ষা ব্যবস্থা ভেদ করে লক্ষ্যে আঘাত হেনেছে। bbox=[348, 191, 678, 239]
story-headline: পঞ্চগড় সীমান্তে গুলিবিদ্ধ হয়ে যুবকের bbox=[1048, 1041, 1304, 1062]
lead-headline: প্রতিশ্রুতি রক্ষা করা মুমিনের বৈশিষ্ট্য bbox=[71, 317, 311, 392]
paragraph: ইসরায়েলি সংবাদমাধ্যম ওয়াইনেট-এর খবরে বলা হয়েছে, এই হামলায় কেউ হতাহত হয়নি। বিশ্ববিদ্যালয় কর্তৃপক্ষ বলেছে, ক্যাম্পাসের কয়েকটি ভবনে হামলা হয়েছে। খবর আল জাজিরার। bbox=[348, 439, 678, 487]
story-box bbox=[690, 1061, 1010, 1250]
